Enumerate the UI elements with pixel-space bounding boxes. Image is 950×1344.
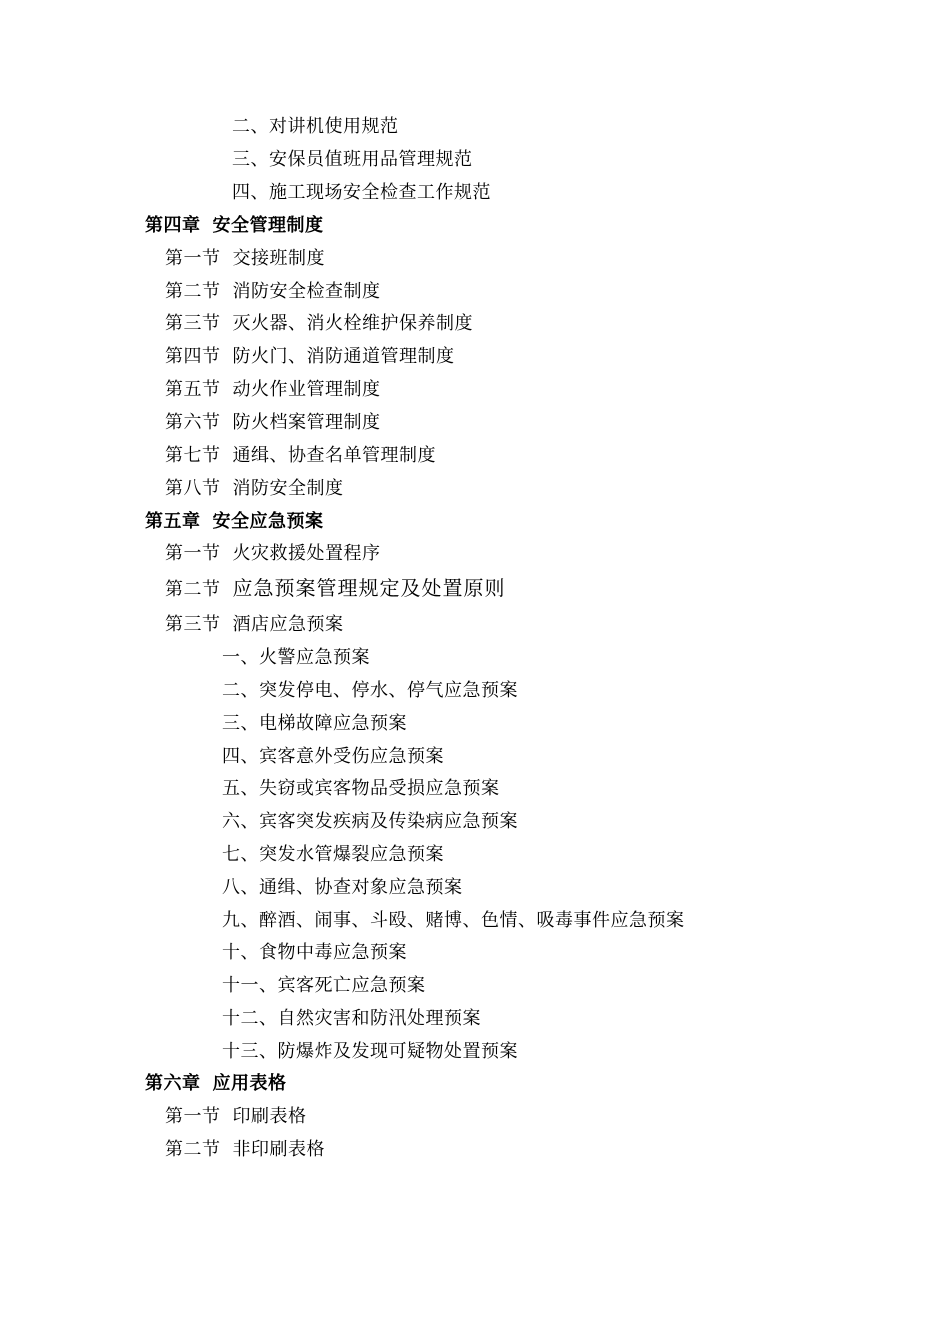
section-number: 第四节	[165, 346, 221, 367]
section-number: 第一节	[165, 1106, 221, 1127]
toc-chapter	[145, 215, 324, 237]
section-number: 第二节	[165, 281, 221, 302]
toc-section	[165, 281, 381, 303]
toc-item: 五、失窃或宾客物品受损应急预案	[222, 778, 500, 799]
toc-item: 四、施工现场安全检查工作规范	[232, 182, 491, 203]
section-number: 第七节	[165, 445, 221, 466]
section-number: 第三节	[165, 313, 221, 334]
section-title: 消防安全制度	[232, 478, 344, 499]
section-title: 防火门、消防通道管理制度	[232, 346, 455, 367]
section-title: 通缉、协查名单管理制度	[232, 445, 436, 466]
section-title: 防火档案管理制度	[232, 412, 381, 433]
toc-section	[165, 248, 325, 270]
section-number: 第六节	[165, 412, 221, 433]
toc-section	[165, 379, 381, 401]
section-number: 第二节	[165, 579, 221, 600]
section-title: 消防安全检查制度	[232, 281, 381, 302]
toc-section	[165, 412, 381, 434]
section-number: 第一节	[165, 248, 221, 269]
toc-section	[165, 346, 455, 368]
chapter-number: 第四章	[145, 215, 201, 236]
toc-chapter	[145, 511, 324, 533]
toc-section	[165, 445, 436, 467]
section-title: 火灾救援处置程序	[232, 543, 381, 564]
toc-item: 四、宾客意外受伤应急预案	[222, 746, 444, 767]
section-number: 第三节	[165, 614, 221, 635]
toc-item: 三、安保员值班用品管理规范	[232, 149, 473, 170]
section-title: 动火作业管理制度	[232, 379, 381, 400]
chapter-title: 应用表格	[212, 1073, 287, 1094]
toc-item: 十二、自然灾害和防汛处理预案	[222, 1008, 481, 1029]
toc-item: 十三、防爆炸及发现可疑物处置预案	[222, 1041, 518, 1062]
chapter-number: 第五章	[145, 511, 201, 532]
toc-section	[165, 614, 344, 636]
toc-item: 十一、宾客死亡应急预案	[222, 975, 426, 996]
toc-item: 六、宾客突发疾病及传染病应急预案	[222, 811, 518, 832]
toc-section	[165, 1106, 307, 1128]
section-number: 第五节	[165, 379, 221, 400]
toc-item: 二、突发停电、停水、停气应急预案	[222, 680, 518, 701]
toc-item: 七、突发水管爆裂应急预案	[222, 844, 444, 865]
toc-item: 三、电梯故障应急预案	[222, 713, 407, 734]
toc-item: 八、通缉、协查对象应急预案	[222, 877, 463, 898]
section-number: 第二节	[165, 1139, 221, 1160]
toc-section	[165, 577, 506, 601]
section-title: 非印刷表格	[232, 1139, 325, 1160]
toc-item: 九、醉酒、闹事、斗殴、赌博、色情、吸毒事件应急预案	[222, 910, 685, 931]
toc-section	[165, 478, 344, 500]
toc-section	[165, 1139, 325, 1161]
toc-section	[165, 543, 381, 565]
section-title: 印刷表格	[232, 1106, 307, 1127]
toc-chapter	[145, 1073, 287, 1095]
chapter-number: 第六章	[145, 1073, 201, 1094]
section-title: 酒店应急预案	[232, 614, 344, 635]
toc-item: 十、食物中毒应急预案	[222, 942, 407, 963]
toc-item: 一、火警应急预案	[222, 647, 370, 668]
section-title: 灭火器、消火栓维护保养制度	[232, 313, 473, 334]
section-title: 应急预案管理规定及处置原则	[232, 576, 506, 600]
chapter-title: 安全应急预案	[212, 511, 324, 532]
toc-item: 二、对讲机使用规范	[232, 116, 399, 137]
chapter-title: 安全管理制度	[212, 215, 324, 236]
toc-section	[165, 313, 473, 335]
section-number: 第八节	[165, 478, 221, 499]
section-number: 第一节	[165, 543, 221, 564]
section-title: 交接班制度	[232, 248, 325, 269]
